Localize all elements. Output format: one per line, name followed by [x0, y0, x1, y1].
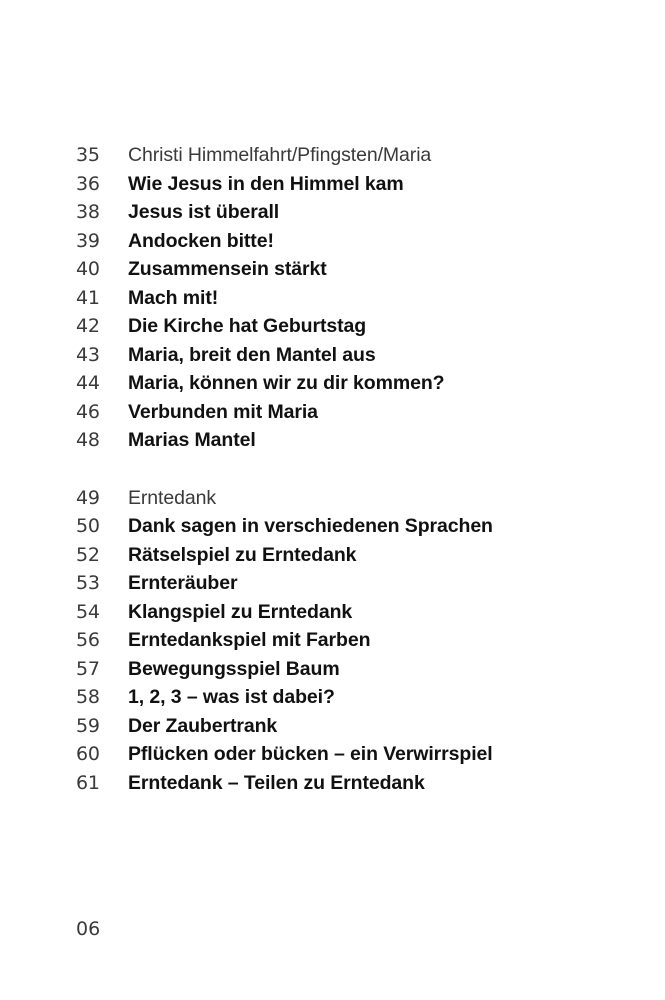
- toc-entry: [76, 512, 636, 541]
- toc-entry: [76, 598, 636, 627]
- toc-section-title: Erntedank: [128, 486, 216, 509]
- toc-entry: [76, 398, 636, 427]
- toc-entry-title: Mach mit!: [128, 286, 219, 309]
- toc-entry-title: Rätselspiel zu Erntedank: [128, 543, 357, 566]
- toc-entry-title: Der Zaubertrank: [128, 714, 278, 737]
- toc-entry: [76, 626, 636, 655]
- toc-entry-title: Andocken bitte!: [128, 229, 274, 252]
- toc-entry-title: Ernteräuber: [128, 572, 238, 594]
- toc-entry: [76, 541, 636, 570]
- toc-entry-title: Maria, können wir zu dir kommen?: [128, 372, 445, 394]
- toc-section-erntedank: [76, 484, 636, 798]
- toc-entry: [76, 255, 636, 284]
- toc-entry-title: Bewegungsspiel Baum: [128, 657, 340, 680]
- toc-entry-title: Dank sagen in verschiedenen Sprachen: [128, 515, 493, 537]
- toc-entry: [76, 227, 636, 256]
- toc-entry-title: Marias Mantel: [128, 429, 256, 451]
- toc-entry-title: Die Kirche hat Geburtstag: [128, 315, 367, 337]
- toc-page-number: 60: [76, 743, 100, 765]
- toc-entry-title: Pflücken oder bücken – ein Verwirrspiel: [128, 743, 493, 765]
- toc-page-number: 57: [76, 657, 100, 680]
- toc-page-number: 59: [76, 714, 100, 737]
- toc-entry-title: Erntedankspiel mit Farben: [128, 629, 371, 651]
- toc-entry-title: Wie Jesus in den Himmel kam: [128, 172, 404, 195]
- toc-entry: [76, 369, 636, 398]
- toc-page-number: 35: [76, 144, 100, 166]
- toc-entry: [76, 569, 636, 598]
- toc-page-number: 38: [76, 201, 100, 223]
- toc-section-title: Christi Himmelfahrt/Pfingsten/Maria: [128, 144, 432, 166]
- toc-entry: [76, 769, 636, 798]
- toc-entry-title: Maria, breit den Mantel aus: [128, 343, 376, 366]
- toc-page-number: 49: [76, 486, 100, 509]
- toc-page-number: 52: [76, 543, 100, 566]
- toc-page-number: 41: [76, 286, 100, 309]
- toc-entry: [76, 683, 636, 712]
- toc-page-number: 53: [76, 572, 100, 594]
- toc-entry-title: Zusammensein stärkt: [128, 258, 327, 280]
- toc-entry: [76, 284, 636, 313]
- toc-section-himmelfahrt: [76, 141, 636, 455]
- toc-entry: [76, 740, 636, 769]
- toc-entry-title: Jesus ist überall: [128, 201, 280, 223]
- toc-entry-title: Klangspiel zu Erntedank: [128, 600, 353, 623]
- toc-page-number: 42: [76, 315, 100, 337]
- toc-entry-title: 1, 2, 3 – was ist dabei?: [128, 686, 335, 708]
- toc-entry: [76, 426, 636, 455]
- toc-page-number: 36: [76, 172, 100, 195]
- toc-page-number: 58: [76, 686, 100, 708]
- toc-entry-title: Erntedank – Teilen zu Erntedank: [128, 771, 425, 794]
- toc-section-heading: [76, 484, 636, 513]
- toc-entry: [76, 170, 636, 199]
- toc-entry: [76, 312, 636, 341]
- toc-entry: [76, 712, 636, 741]
- toc-page-number: 48: [76, 429, 100, 451]
- toc-page-number: 44: [76, 372, 100, 394]
- toc-page-number: 43: [76, 343, 100, 366]
- toc-page-number: 46: [76, 400, 100, 423]
- toc-page-number: 39: [76, 229, 100, 252]
- toc-page-number: 40: [76, 258, 100, 280]
- toc-page-number: 54: [76, 600, 100, 623]
- table-of-contents: [76, 141, 636, 797]
- toc-section-heading: [76, 141, 636, 170]
- toc-entry: [76, 655, 636, 684]
- toc-page-number: 50: [76, 515, 100, 537]
- toc-entry: [76, 198, 636, 227]
- toc-page-number: 56: [76, 629, 100, 651]
- toc-entry: [76, 341, 636, 370]
- toc-entry-title: Verbunden mit Maria: [128, 400, 318, 423]
- toc-page-number: 61: [76, 771, 100, 794]
- page-folio: 06: [76, 918, 101, 940]
